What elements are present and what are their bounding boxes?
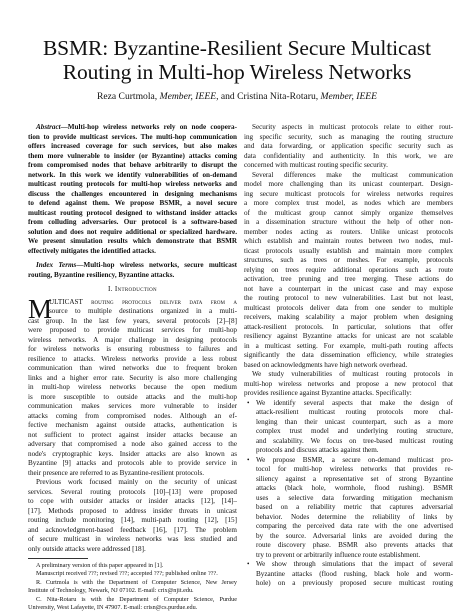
abstract-line: multicast routing protocol designed to withstand insider attacks bbox=[28, 208, 237, 217]
body-line: in a multicast setting. For example, multi-path routing affects bbox=[244, 341, 453, 350]
body-line: is more susceptible to outside attacks and the multi-hop bbox=[28, 392, 237, 401]
body-line: attacks coming from compromised nodes. Although an ef- bbox=[28, 411, 237, 420]
abstract-line: multicast routing protocols for multi-hop wireless networks and bbox=[28, 180, 237, 188]
body-line: ing specific security, such as managing the routing structure bbox=[244, 132, 453, 141]
body-line: of secure multicast in wireless networks was less studied and bbox=[28, 535, 237, 543]
body-line: based on a reliability metric that captures adversarial bbox=[256, 503, 453, 511]
author-2-role: Member, IEEE bbox=[320, 91, 378, 102]
body-line: siliency against a representative set of strong Byzantine bbox=[256, 474, 453, 483]
abstract-line: We present simulation results which demonstrate that BSMR bbox=[28, 237, 237, 245]
footnotes bbox=[28, 562, 237, 612]
body-line: services. Several routing protocols [10]–[13] were proposed bbox=[28, 487, 237, 496]
drop-cap: M bbox=[28, 293, 53, 324]
body-line: provides resilience against Byzantine attacks. Specifically: bbox=[244, 389, 412, 397]
title-line-2: Routing in Multi-hop Wireless Networks bbox=[62, 60, 412, 84]
body-line: fective mechanism against outside attacks, authentication is bbox=[28, 421, 237, 429]
body-line: protocols and discuss attacks against them. bbox=[256, 446, 379, 454]
body-line: ticast protocols usually establish and maintain more complex bbox=[244, 246, 453, 255]
body-line: route discovery phase. BSMR also prevents attacks that bbox=[256, 541, 453, 549]
abstract-line: offers increased coverage for such services, but also makes bbox=[28, 142, 237, 150]
body-line: resiliency against Byzantine attacks for unicast are not scalable bbox=[244, 332, 453, 340]
body-line: not sufficient to protect against insider attacks because an bbox=[28, 430, 237, 439]
body-line: only outside attacks were addressed [18]. bbox=[28, 544, 146, 553]
body-line: and scalability. We focus on tree-based multicast routing bbox=[256, 436, 453, 445]
body-line: ing secure multicast protocols for wireless networks requires bbox=[244, 189, 453, 198]
body-line: node's cryptographic keys. Insider attacks are also known as bbox=[28, 449, 237, 458]
abstract-line: solution and does not require additional or specialized hardware. bbox=[28, 227, 237, 236]
body-line: routing include monitoring [14], multi-path routing [12], [15] bbox=[28, 516, 237, 524]
contribution-bullet bbox=[244, 456, 453, 561]
body-line: source to multiple destinations organized in a multi- bbox=[49, 307, 237, 315]
abstract-line: network. In this work we identify vulnerabilities of on-demand bbox=[28, 170, 237, 179]
body-line: complex trust model and underlying routing structure, bbox=[256, 427, 453, 435]
body-line: links and a higher error rate. Security is also more challenging bbox=[28, 373, 237, 382]
body-line: relying on trees require additional operations such as route bbox=[244, 265, 453, 274]
abstract-line: tion to provide multicast services. The multi-hop communication bbox=[28, 132, 237, 141]
body-line: of the multicast group cannot simply organize themselves bbox=[244, 208, 453, 217]
contribution-bullet bbox=[244, 399, 453, 456]
body-line: for wireless networks is ensuring robustness to failures and bbox=[28, 345, 237, 353]
footnote-rule bbox=[28, 558, 88, 559]
author-line bbox=[0, 91, 474, 103]
footnote-line: University, West Lafayette, IN 47907. E-mail: crisn@cs.purdue.edu. bbox=[28, 603, 198, 611]
body-line: by the source. Adversarial links are avoided during the bbox=[256, 531, 453, 540]
body-line: multi-hop wireless networks and propose a new protocol that bbox=[244, 379, 453, 388]
body-line: which establish and maintain routes between two nodes, mul- bbox=[244, 237, 453, 245]
index-terms-line: routing, Byzantine resiliency, Byzantine attacks. bbox=[28, 270, 175, 279]
intro-paragraph-2 bbox=[28, 478, 237, 554]
body-line: tocol for multi-hop wireless networks that provides re- bbox=[256, 465, 453, 473]
body-line: data confidentiality and authenticity. In this work, we are bbox=[244, 151, 453, 160]
body-line: We identify several aspects that make the design of bbox=[256, 398, 453, 407]
abstract-line: effectively mitigates the identified attacks. bbox=[28, 246, 156, 255]
abstract-line: discuss the challenges encountered in designing mechanisms bbox=[28, 189, 237, 198]
body-line: the routing protocol to new vulnerabilities. Last but not least, bbox=[244, 294, 453, 302]
footnote-line: C. Nita-Rotaru is with the Department of Computer Science, Purdue bbox=[36, 595, 237, 603]
body-line: cast group. In the last few years, several protocols [2]–[8] bbox=[28, 316, 237, 325]
abstract-label: Abstract bbox=[36, 123, 61, 131]
body-line: concerned with multicast routing specific security. bbox=[244, 161, 388, 169]
body-line: to cope with outsider attacks or insider attacks [12], [14]– bbox=[28, 497, 237, 505]
body-line: wireless networks. A major challenge in designing protocols bbox=[28, 335, 237, 344]
body-line: uses a selective data forwarding mitigation mechanism bbox=[256, 493, 453, 502]
body-line: lenging than their unicast counterpart, such as a more bbox=[256, 417, 453, 426]
section-heading: I. Introduction bbox=[108, 285, 157, 293]
body-line: significantly the data dissemination efficiency, while strategies bbox=[244, 351, 453, 359]
bullet-marker: • bbox=[247, 398, 250, 407]
body-line: based on acknowledgments have high network overhead. bbox=[244, 360, 408, 369]
body-paragraph bbox=[244, 171, 453, 371]
author-1-name: Reza Curtmola, bbox=[96, 91, 158, 102]
body-line: We propose BSMR, a secure on-demand multicast pro- bbox=[256, 455, 453, 464]
body-line: behavior. Nodes determine the reliability of links by bbox=[256, 512, 453, 521]
body-line: member nodes acting as routers. Unlike unicast protocols bbox=[244, 227, 453, 236]
body-line: and data forwarding, or application specific security such as bbox=[244, 142, 453, 150]
body-line: attacks (black hole, wormhole, flood rushing). BSMR bbox=[256, 484, 453, 492]
body-line: Byzantine attacks (flood rushing, black hole and worm- bbox=[256, 569, 453, 578]
footnote-line: Manuscript received ???; revised ???; accepted ???; published online ???. bbox=[36, 570, 218, 578]
body-line: We show through simulations that the impact of several bbox=[256, 560, 453, 568]
index-terms-line: Index Terms—Multi-hop wireless networks, secure multicast bbox=[36, 261, 237, 269]
index-terms-label: Index Terms bbox=[36, 261, 77, 269]
body-line: hole) on a previously proposed secure multicast routing bbox=[256, 579, 453, 587]
body-line: activation, tree pruning and tree merging. These actions do bbox=[244, 275, 453, 283]
body-line: attack-resilient multicast routing protocols more chal- bbox=[256, 408, 453, 416]
abstract bbox=[28, 123, 237, 256]
body-line: Several differences make the multicast communication bbox=[252, 170, 453, 179]
author-conjunction: and bbox=[220, 91, 235, 102]
body-line: resilience to attacks. Wireless networks provide a less robust bbox=[28, 354, 237, 363]
body-line: their presence are referred to as Byzantine-resilient protocols. bbox=[28, 468, 205, 477]
footnote-line: Institute of Technology, Newark, NJ 07102. E-mail: crix@njit.edu. bbox=[28, 587, 194, 595]
intro-paragraph bbox=[28, 293, 237, 479]
abstract-line: them more vulnerable to insider (or Byzantine) attacks coming bbox=[28, 151, 237, 160]
footnote-line: R. Curtmola is with the Department of Computer Science, New Jersey bbox=[36, 578, 237, 586]
footnote-line: A preliminary version of this paper appeared in [1]. bbox=[36, 562, 164, 569]
body-line: a more complex trust model, as nodes which are members bbox=[244, 199, 453, 207]
body-paragraph bbox=[244, 370, 453, 399]
body-line: Byzantine [9] attacks and protocols able to provide service in bbox=[28, 459, 237, 467]
body-line: We study vulnerabilities of multicast routing protocols in bbox=[252, 370, 453, 378]
abstract-line: Abstract—Multi-hop wireless networks rely on node coopera- bbox=[36, 123, 237, 131]
body-line: and acknowledgment-based feedback [16], [17]. The problem bbox=[28, 525, 237, 534]
abstract-line: from compromised nodes that behave arbitrarily to disrupt the bbox=[28, 161, 237, 169]
paper-title bbox=[0, 36, 474, 84]
body-line: attack-resilient protocols. In particular, solutions that offer bbox=[244, 322, 453, 331]
right-column bbox=[244, 123, 453, 589]
body-line: were proposed to provide multicast services for multi-hop bbox=[28, 326, 237, 334]
body-line: Previous work focused mainly on the security of unicast bbox=[36, 478, 237, 486]
body-line: ULTICAST routing protocols deliver data from a bbox=[49, 297, 237, 306]
body-line: model more challenging than its unicast counterpart. Design- bbox=[244, 180, 453, 188]
body-line: structures, such as trees or meshes. For example, protocols bbox=[244, 256, 453, 264]
author-2-name: Cristina Nita-Rotaru, bbox=[237, 91, 319, 102]
left-column bbox=[28, 123, 237, 612]
body-line: not have a counterpart in the unicast case and may expose bbox=[244, 284, 453, 293]
bullet-marker: • bbox=[247, 560, 250, 568]
body-line: communication makes services more vulnerable to insider bbox=[28, 402, 237, 410]
index-terms bbox=[28, 261, 237, 280]
abstract-line: from colluding adversaries. Our protocol is a software-based bbox=[28, 218, 237, 226]
bullet-marker: • bbox=[247, 455, 250, 464]
body-line: receivers, making scalability a major problem when designing bbox=[244, 313, 453, 321]
body-line: [17]. Methods proposed to address insider threats in unicast bbox=[28, 506, 237, 515]
body-line: communication than wired networks due to frequent broken bbox=[28, 364, 237, 372]
contribution-bullet bbox=[244, 560, 453, 589]
body-line: Security aspects in multicast protocols relate to either rout- bbox=[252, 123, 453, 131]
title-line-1: BSMR: Byzantine-Resilient Secure Multicast bbox=[42, 36, 432, 60]
body-paragraph bbox=[244, 123, 453, 171]
body-line: in multi-hop wireless networks because the open medium bbox=[28, 383, 237, 391]
body-line: comparing the perceived data rate with the one advertised bbox=[256, 522, 453, 530]
abstract-line: to defend against them. We propose BSMR, a novel secure bbox=[28, 199, 237, 207]
body-line: try to prevent or arbitrarily influence route establishment. bbox=[256, 550, 421, 559]
body-line: adversary that compromised a node also gained access to the bbox=[28, 440, 237, 448]
author-1-role: Member, IEEE, bbox=[159, 91, 219, 102]
body-line: in a dissemination structure without the help of other non- bbox=[244, 218, 453, 226]
body-line: multicast protocols deliver data from one sender to multiple bbox=[244, 303, 453, 312]
